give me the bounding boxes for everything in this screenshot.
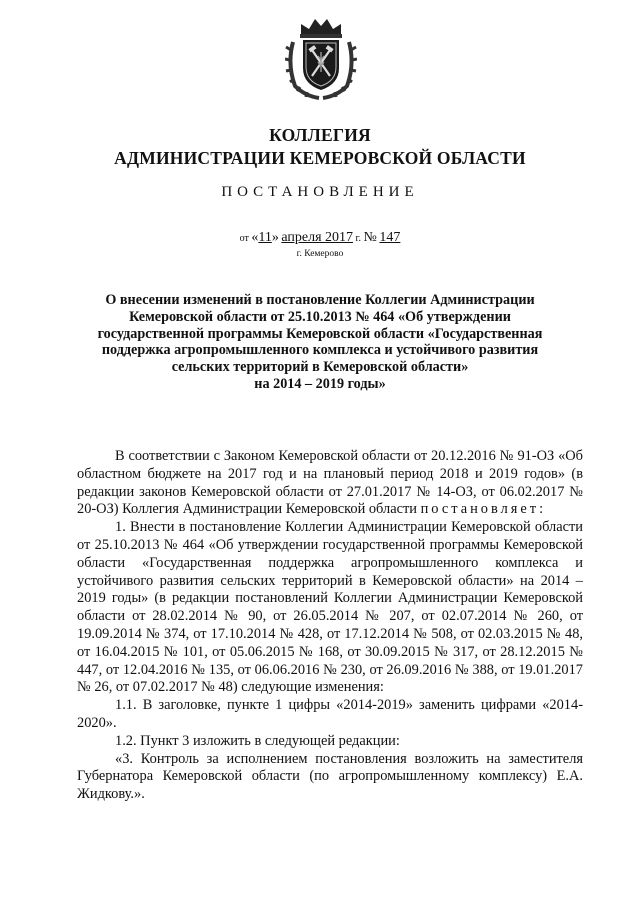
title-line: сельских территорий в Кемеровской области» [171,359,469,376]
title-line: поддержка агропромышленного комплекса и устойчивого развития [101,342,539,359]
date-number-line [0,230,640,246]
title-line: О внесении изменений в постановление Коллегии Администрации [105,292,535,308]
coat-of-arms-emblem [285,14,357,100]
item-3-quote-paragraph: «3. Контроль за исполнением постановления возложить на заместителя Губернатора Кемеровской области (по агропромышленному комплексу) Е.А. Жидкову.». [77,750,583,803]
document-title [70,292,570,393]
document-type-heading: ПОСТАНОВЛЕНИЕ [221,184,419,200]
preamble-paragraph [77,448,583,519]
item-1-2-paragraph: 1.2. Пункт 3 изложить в следующей редакции: [115,732,400,749]
date-close-quote: » [271,230,279,245]
title-line: государственной программы Кемеровской области «Государственная [97,325,543,342]
number-sign: № [363,230,377,245]
title-line: Кемеровской области от 25.10.2013 № 464 «Об утверждении [129,308,511,325]
item-1-1-paragraph: 1.1. В заголовке, пункте 1 цифры «2014-2019» заменить цифрами «2014-2020». [77,697,583,731]
date-day: 11 [258,230,272,245]
item-1-paragraph: 1. Внести в постановление Коллегии Администрации Кемеровской области от 25.10.2013 № 464 «Об утверждении государственной программы Кемеровской области «Государственная поддержка агропромышленного комплекса и устойчивого развития сельских территорий в Кемеровской области» на 2014 – 2019 годы» (в редакции постановлений Коллегии Администрации Кемеровской области от 28.02.2014 № 90, от 26.05.2014 № 207, от 02.07.2014 № 260, от 19.09.2014 № 374, от 17.10.2014 № 428, от 17.12.2014 № 508, от 02.03.2015 № 48, от 16.04.2015 № 101, от 05.06.2015 № 168, от 30.09.2015 № 317, от 28.12.2015 № 447, от 12.04.2016 № 135, от 06.06.2016 № 230, от 26.09.2016 № 388, от 19.01.2017 № 26, от 07.02.2017 № 48) следующие изменения: [77,519,583,696]
city-name: г. Кемерово [296,249,344,259]
organization-name-line2: АДМИНИСТРАЦИИ КЕМЕРОВСКОЙ ОБЛАСТИ [114,148,526,168]
document-body [77,448,583,804]
organization-name-line1: КОЛЛЕГИЯ [269,125,371,145]
date-month-year: апреля 2017 [281,230,354,245]
date-year-suffix: г. [355,233,362,244]
title-line: на 2014 – 2019 годы» [254,375,386,392]
document-number: 147 [379,230,401,245]
preamble-text: В соответствии с Законом Кемеровской области от 20.12.2016 № 91-ОЗ «Об областном бюджете на 2017 год и на плановый период 2018 и 2019 годов» (в редакции законов Кемеровской области от 27.01.2017 № 14-ОЗ, от 06.02.2017 № 20-ОЗ) Коллегия Администрации Кемеровской области [77,448,583,518]
date-open-quote: « [251,230,259,245]
date-prefix: от [239,233,249,244]
decree-word: постановляет: [420,501,547,518]
